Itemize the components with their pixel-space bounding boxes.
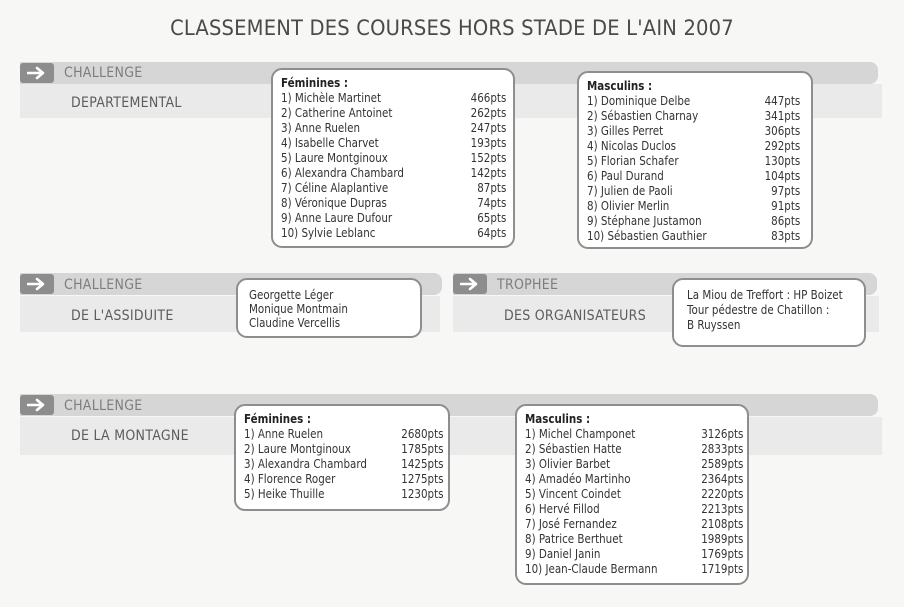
- ranking-list: [281, 91, 506, 241]
- ranking-row: [525, 562, 743, 577]
- points-value: 3126pts: [701, 427, 744, 441]
- points-value: 83pts: [771, 229, 801, 243]
- points-value: 466pts: [470, 91, 507, 105]
- ranking-row: [281, 106, 506, 121]
- competitor-name: 2) Laure Montginoux: [244, 442, 351, 456]
- competitor-name: 9) Stéphane Justamon: [587, 214, 702, 228]
- competitor-name: 2) Sébastien Charnay: [587, 109, 699, 123]
- competitor-name: 5) Heike Thuille: [244, 487, 325, 501]
- assiduite-name: Monique Montmain: [249, 302, 348, 316]
- ranking-row: [587, 109, 800, 124]
- competitor-name: 6) Alexandra Chambard: [281, 166, 404, 180]
- competitor-name: 10) Sylvie Leblanc: [281, 226, 376, 240]
- points-value: 1230pts: [401, 487, 444, 501]
- feminines-heading: Féminines :: [281, 76, 349, 90]
- points-value: 130pts: [764, 154, 801, 168]
- points-value: 247pts: [470, 121, 507, 135]
- assiduite-box: [236, 278, 422, 338]
- ranking-row: [587, 184, 800, 199]
- competitor-name: 7) José Fernandez: [525, 517, 617, 531]
- competitor-name: 2) Catherine Antoinet: [281, 106, 393, 120]
- points-value: 306pts: [764, 124, 801, 138]
- ranking-row: [525, 517, 743, 532]
- ranking-row: [587, 169, 800, 184]
- ranking-row: [281, 151, 506, 166]
- ranking-row: [525, 532, 743, 547]
- points-value: 2364pts: [701, 472, 744, 486]
- competitor-name: 3) Gilles Perret: [587, 124, 664, 138]
- section-arrow-box: [20, 63, 54, 83]
- points-value: 87pts: [477, 181, 507, 195]
- competitor-name: 10) Jean-Claude Bermann: [525, 562, 658, 576]
- ranking-row: [525, 487, 743, 502]
- masculins-box-montagne: [515, 404, 749, 585]
- section-label-top: CHALLENGE: [64, 65, 143, 81]
- ranking-row: [281, 166, 506, 181]
- competitor-name: 1) Dominique Delbe: [587, 94, 691, 108]
- feminines-box-montagne: [234, 404, 450, 511]
- right-arrow-icon: [460, 277, 480, 291]
- points-value: 193pts: [470, 136, 507, 150]
- masculins-box-departemental: [577, 71, 813, 249]
- points-value: 2220pts: [701, 487, 744, 501]
- competitor-name: 10) Sébastien Gauthier: [587, 229, 707, 243]
- ranking-row: [587, 94, 800, 109]
- section-label-bottom: DE L'ASSIDUITE: [71, 308, 174, 324]
- ranking-row: [244, 472, 444, 487]
- ranking-row: [587, 214, 800, 229]
- competitor-name: 3) Alexandra Chambard: [244, 457, 367, 471]
- ranking-row: [281, 181, 506, 196]
- competitor-name: 8) Véronique Dupras: [281, 196, 387, 210]
- points-value: 142pts: [470, 166, 507, 180]
- ranking-row: [244, 427, 444, 442]
- competitor-name: 5) Vincent Coindet: [525, 487, 621, 501]
- ranking-row: [587, 229, 800, 244]
- points-value: 97pts: [771, 184, 801, 198]
- competitor-name: 1) Anne Ruelen: [244, 427, 323, 441]
- ranking-row: [244, 487, 444, 502]
- feminines-heading: Féminines :: [244, 412, 312, 426]
- masculins-heading: Masculins :: [525, 412, 591, 426]
- ranking-row: [525, 547, 743, 562]
- points-value: 1719pts: [701, 562, 744, 576]
- ranking-row: [281, 121, 506, 136]
- points-value: 1275pts: [401, 472, 444, 486]
- points-value: 1989pts: [701, 532, 744, 546]
- ranking-row: [281, 136, 506, 151]
- organisateurs-box: [672, 278, 866, 347]
- points-value: 2213pts: [701, 502, 744, 516]
- ranking-row: [525, 502, 743, 517]
- page-title: CLASSEMENT DES COURSES HORS STADE DE L'AIN 2007: [170, 16, 734, 40]
- competitor-name: 3) Olivier Barbet: [525, 457, 611, 471]
- competitor-name: 4) Nicolas Duclos: [587, 139, 677, 153]
- points-value: 2589pts: [701, 457, 744, 471]
- competitor-name: 2) Sébastien Hatte: [525, 442, 622, 456]
- right-arrow-icon: [27, 66, 47, 80]
- points-value: 1785pts: [401, 442, 444, 456]
- points-value: 91pts: [771, 199, 801, 213]
- section-arrow-box: [20, 395, 54, 415]
- points-value: 447pts: [764, 94, 801, 108]
- competitor-name: 4) Isabelle Charvet: [281, 136, 379, 150]
- points-value: 341pts: [764, 109, 801, 123]
- ranking-row: [587, 124, 800, 139]
- organisateurs-line: Tour pédestre de Chatillon :: [687, 303, 830, 317]
- ranking-row: [525, 457, 743, 472]
- points-value: 64pts: [477, 226, 507, 240]
- points-value: 2833pts: [701, 442, 744, 456]
- points-value: 104pts: [764, 169, 801, 183]
- competitor-name: 8) Olivier Merlin: [587, 199, 670, 213]
- points-value: 65pts: [477, 211, 507, 225]
- assiduite-name: Georgette Léger: [249, 288, 334, 302]
- competitor-name: 1) Michèle Martinet: [281, 91, 382, 105]
- ranking-row: [244, 442, 444, 457]
- competitor-name: 7) Julien de Paoli: [587, 184, 673, 198]
- ranking-row: [587, 139, 800, 154]
- ranking-list: [587, 94, 800, 244]
- ranking-row: [281, 211, 506, 226]
- right-arrow-icon: [27, 398, 47, 412]
- points-value: 2680pts: [401, 427, 444, 441]
- ranking-row: [244, 457, 444, 472]
- section-label-top: CHALLENGE: [64, 398, 143, 414]
- section-label-top: CHALLENGE: [64, 277, 143, 293]
- points-value: 1769pts: [701, 547, 744, 561]
- competitor-name: 9) Anne Laure Dufour: [281, 211, 393, 225]
- competitor-name: 3) Anne Ruelen: [281, 121, 360, 135]
- competitor-name: 7) Céline Alaplantive: [281, 181, 389, 195]
- section-label-bottom: DE LA MONTAGNE: [71, 428, 189, 444]
- ranking-row: [281, 196, 506, 211]
- section-label-top: TROPHEE: [497, 277, 559, 293]
- competitor-name: 6) Hervé Fillod: [525, 502, 600, 516]
- ranking-row: [587, 154, 800, 169]
- ranking-list: [244, 427, 444, 502]
- points-value: 152pts: [470, 151, 507, 165]
- assiduite-name: Claudine Vercellis: [249, 316, 341, 330]
- ranking-row: [525, 427, 743, 442]
- section-arrow-box: [453, 274, 487, 294]
- competitor-name: 5) Florian Schafer: [587, 154, 679, 168]
- points-value: 86pts: [771, 214, 801, 228]
- points-value: 292pts: [764, 139, 801, 153]
- right-arrow-icon: [27, 277, 47, 291]
- section-label-bottom: DES ORGANISATEURS: [504, 308, 646, 324]
- ranking-row: [587, 199, 800, 214]
- ranking-row: [525, 442, 743, 457]
- ranking-row: [281, 226, 506, 241]
- competitor-name: 6) Paul Durand: [587, 169, 664, 183]
- points-value: 2108pts: [701, 517, 744, 531]
- competitor-name: 5) Laure Montginoux: [281, 151, 388, 165]
- section-arrow-box: [20, 274, 54, 294]
- section-label-bottom: DEPARTEMENTAL: [71, 95, 182, 111]
- points-value: 262pts: [470, 106, 507, 120]
- ranking-list: [525, 427, 743, 577]
- points-value: 1425pts: [401, 457, 444, 471]
- competitor-name: 8) Patrice Berthuet: [525, 532, 623, 546]
- organisateurs-line: B Ruyssen: [687, 318, 741, 332]
- organisateurs-line: La Miou de Treffort : HP Boizet: [687, 288, 843, 302]
- competitor-name: 1) Michel Champonet: [525, 427, 636, 441]
- competitor-name: 4) Amadéo Martinho: [525, 472, 631, 486]
- ranking-row: [525, 472, 743, 487]
- competitor-name: 4) Florence Roger: [244, 472, 336, 486]
- masculins-heading: Masculins :: [587, 79, 653, 93]
- competitor-name: 9) Daniel Janin: [525, 547, 601, 561]
- feminines-box-departemental: [271, 68, 515, 248]
- points-value: 74pts: [477, 196, 507, 210]
- ranking-row: [281, 91, 506, 106]
